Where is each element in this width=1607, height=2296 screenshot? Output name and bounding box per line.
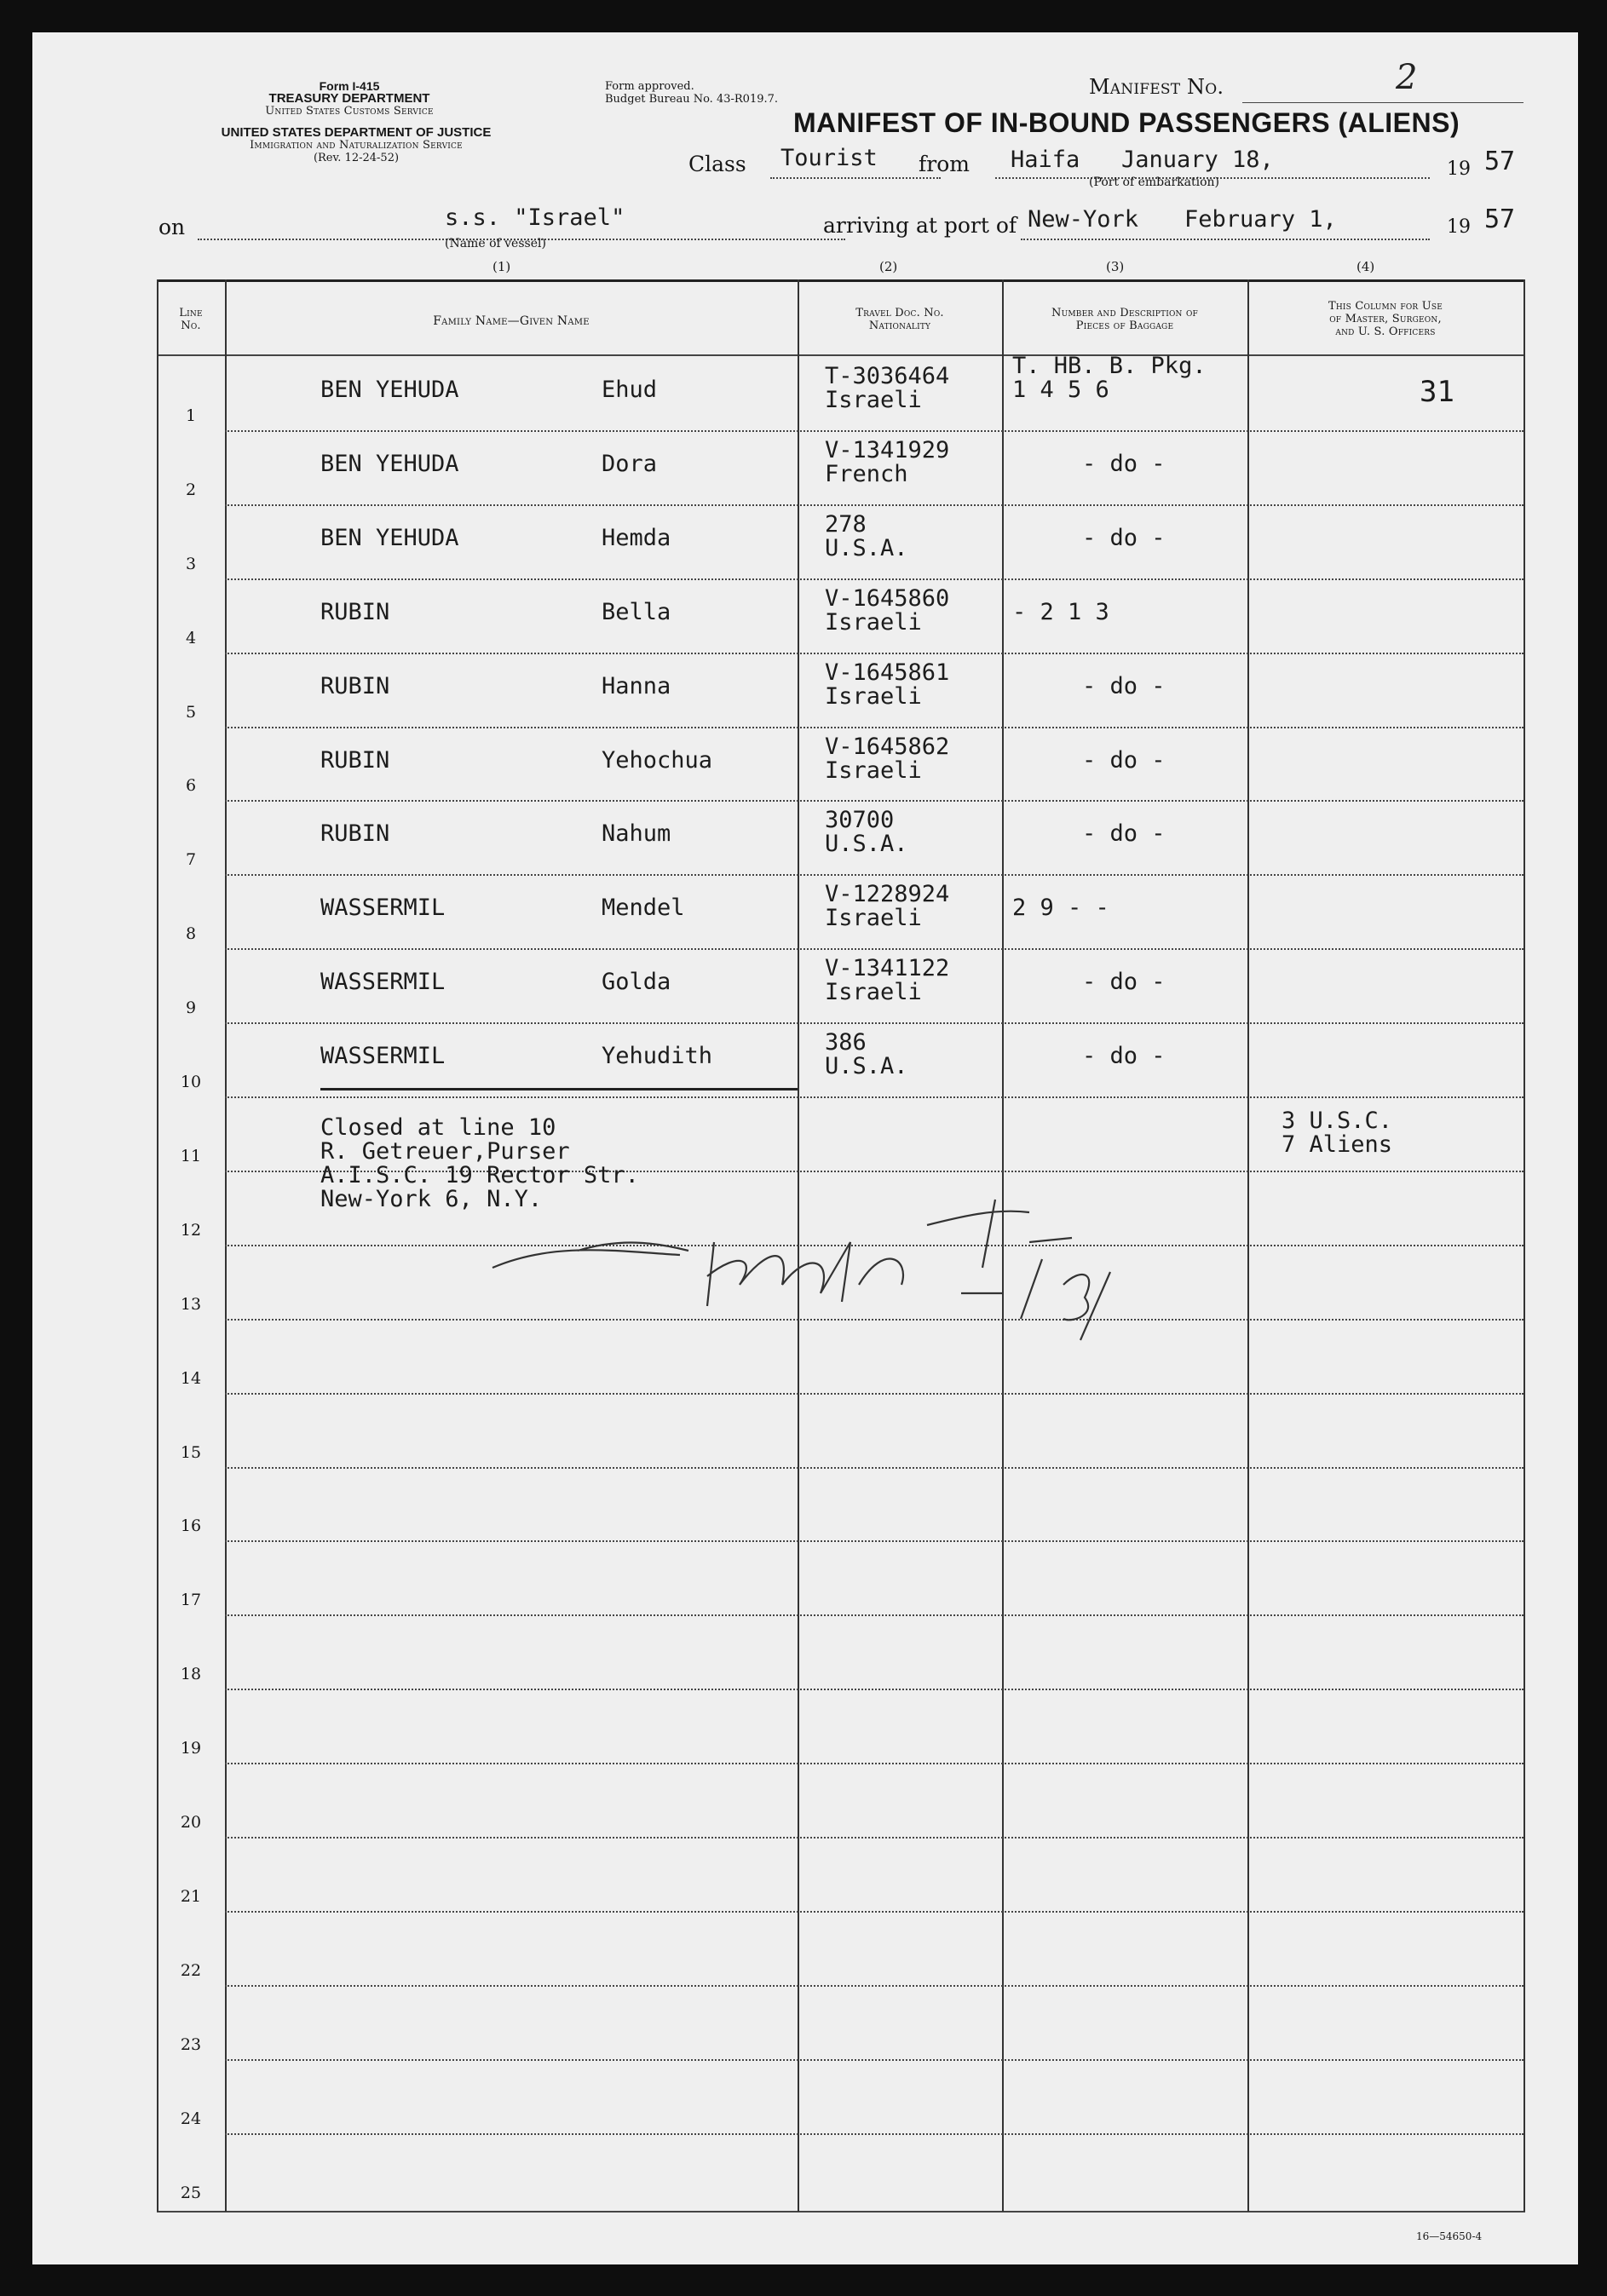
form-code: 16—54650-4 [1416,2230,1483,2242]
vessel-caption: (Name of vessel) [445,237,546,250]
on-label: on [158,215,186,239]
arrival-year-prefix: 19 [1447,216,1471,238]
col-line-no: Line No. [179,307,203,332]
given-name: Hemda [602,524,671,551]
travel-doc-no: 386 [825,1029,867,1056]
line-number: 4 [185,628,197,647]
family-name: RUBIN [320,598,390,625]
line-number: 19 [180,1739,202,1758]
line-number: 17 [180,1591,202,1610]
embark-year-prefix: 19 [1447,158,1471,180]
col-family-name: Family Name—Given Name [433,314,590,328]
nationality: Israeli [825,682,922,710]
given-name: Bella [602,598,671,625]
budget-bureau: Budget Bureau No. 43-R019.7. [605,93,779,106]
family-name: BEN YEHUDA [320,524,459,551]
nationality: Israeli [825,608,922,636]
nationality: French [825,460,908,487]
col-travel-doc: Travel Doc. No. Nationality [855,307,944,332]
travel-doc-no: V-1228924 [825,881,950,908]
family-name: RUBIN [320,820,390,848]
given-name: Dora [602,450,658,477]
port-embark-caption: (Port of embarkation) [1089,176,1219,189]
arrival-year: 57 [1484,204,1516,234]
family-name: WASSERMIL [320,969,446,996]
form-number: Form I-415 [319,79,380,93]
immigration-service: Immigration and Naturalization Service [250,139,463,152]
line-number: 8 [185,924,197,944]
vessel-name: s.s. "Israel" [445,204,625,231]
line-number: 12 [180,1220,202,1240]
treasury-dept: TREASURY DEPARTMENT [268,91,430,106]
family-name: RUBIN [320,746,390,774]
travel-doc-no: V-1645862 [825,733,950,760]
baggage: - do - [1082,524,1166,551]
line-number: 23 [180,2034,202,2054]
arrival-date: February 1, [1184,206,1337,233]
baggage: - do - [1082,969,1166,996]
nationality: U.S.A. [825,534,908,561]
line-number: 14 [180,1368,202,1388]
line-number: 1 [185,406,197,425]
nationality: Israeli [825,905,922,932]
purser-address: A.I.S.C. 19 Rector Str. [320,1162,639,1188]
travel-doc-no: V-1645860 [825,584,950,612]
given-name: Golda [602,969,671,996]
baggage: - do - [1082,746,1166,774]
baggage: 2 9 - - [1012,895,1109,922]
line-number: 6 [185,776,197,796]
embark-year: 57 [1484,147,1516,176]
baggage: - do - [1082,672,1166,699]
from-label: from [919,152,970,176]
line-number: 10 [180,1073,202,1091]
inspector-signature [484,1191,1217,1344]
line-number: 5 [185,702,197,722]
baggage-counts: 1 4 5 6 [1012,377,1109,403]
col-num-2: (2) [879,259,898,274]
line-number: 11 [180,1146,202,1165]
col-num-1: (1) [492,259,511,274]
form-approved: Form approved. [605,80,694,93]
given-name: Nahum [602,820,671,848]
baggage: - do - [1082,820,1166,848]
travel-doc-no: 30700 [825,807,895,834]
line-number: 2 [185,480,197,499]
travel-doc-no: V-1341122 [825,955,950,982]
revision: (Rev. 12-24-52) [313,152,400,164]
baggage: - 2 1 3 [1012,598,1109,625]
line-number: 16 [180,1516,202,1536]
col-num-4: (4) [1356,259,1375,274]
class-value: Tourist [780,145,878,171]
closing-line: Closed at line 10 [320,1114,556,1141]
travel-doc-no: V-1341929 [825,436,950,463]
arriving-label: arriving at port of [823,213,1017,238]
given-name: Ehud [602,377,658,403]
family-name: RUBIN [320,672,390,699]
baggage-header: T. HB. B. Pkg. [1012,353,1207,379]
manifest-no: 2 [1396,58,1418,97]
purser: R. Getreuer,Purser [320,1138,570,1165]
line-number: 25 [180,2183,202,2202]
line-number: 9 [185,998,197,1018]
baggage: - do - [1082,1043,1166,1070]
customs-service: United States Customs Service [265,105,434,118]
baggage: - do - [1082,450,1166,477]
given-name: Hanna [602,672,671,699]
manifest-page [32,32,1578,2264]
family-name: WASSERMIL [320,895,446,922]
nationality: Israeli [825,387,922,413]
class-label: Class [688,152,746,176]
line-number: 15 [180,1442,202,1462]
totals-usc: 3 U.S.C. [1282,1108,1393,1134]
family-name: BEN YEHUDA [320,377,459,403]
col-num-3: (3) [1106,259,1125,274]
family-name: BEN YEHUDA [320,450,459,477]
line-number: 18 [180,1665,202,1684]
travel-doc-no: T-3036464 [825,363,950,389]
given-name: Mendel [602,895,685,922]
line-number: 24 [180,2109,202,2128]
officer-note: 31 [1420,375,1454,409]
manifest-title: MANIFEST OF IN-BOUND PASSENGERS (ALIENS) [793,107,1460,138]
nationality: Israeli [825,979,922,1006]
nationality: U.S.A. [825,1053,908,1080]
line-number: 7 [185,850,197,870]
purser-city: New-York 6, N.Y. [320,1186,543,1212]
travel-doc-no: V-1645861 [825,659,950,686]
line-number: 3 [185,554,197,573]
line-number: 22 [180,1960,202,1980]
embark-port: Haifa [1011,147,1080,173]
line-number: 13 [180,1294,202,1314]
col-baggage: Number and Description of Pieces of Baggage [1051,307,1198,332]
travel-doc-no: 278 [825,510,867,538]
arrival-port: New-York [1028,206,1139,233]
nationality: U.S.A. [825,831,908,858]
embark-date: January 18, [1121,147,1274,173]
nationality: Israeli [825,757,922,784]
manifest-no-label: Manifest No. [1089,75,1224,99]
line-number: 20 [180,1813,202,1832]
line-number: 21 [180,1886,202,1906]
given-name: Yehudith [602,1043,713,1070]
justice-dept: UNITED STATES DEPARTMENT OF JUSTICE [221,125,492,140]
given-name: Yehochua [602,746,713,774]
totals-aliens: 7 Aliens [1282,1131,1393,1158]
col-officers: This Column for Use of Master, Surgeon, and U. S. Officers [1328,300,1443,338]
family-name: WASSERMIL [320,1043,446,1070]
